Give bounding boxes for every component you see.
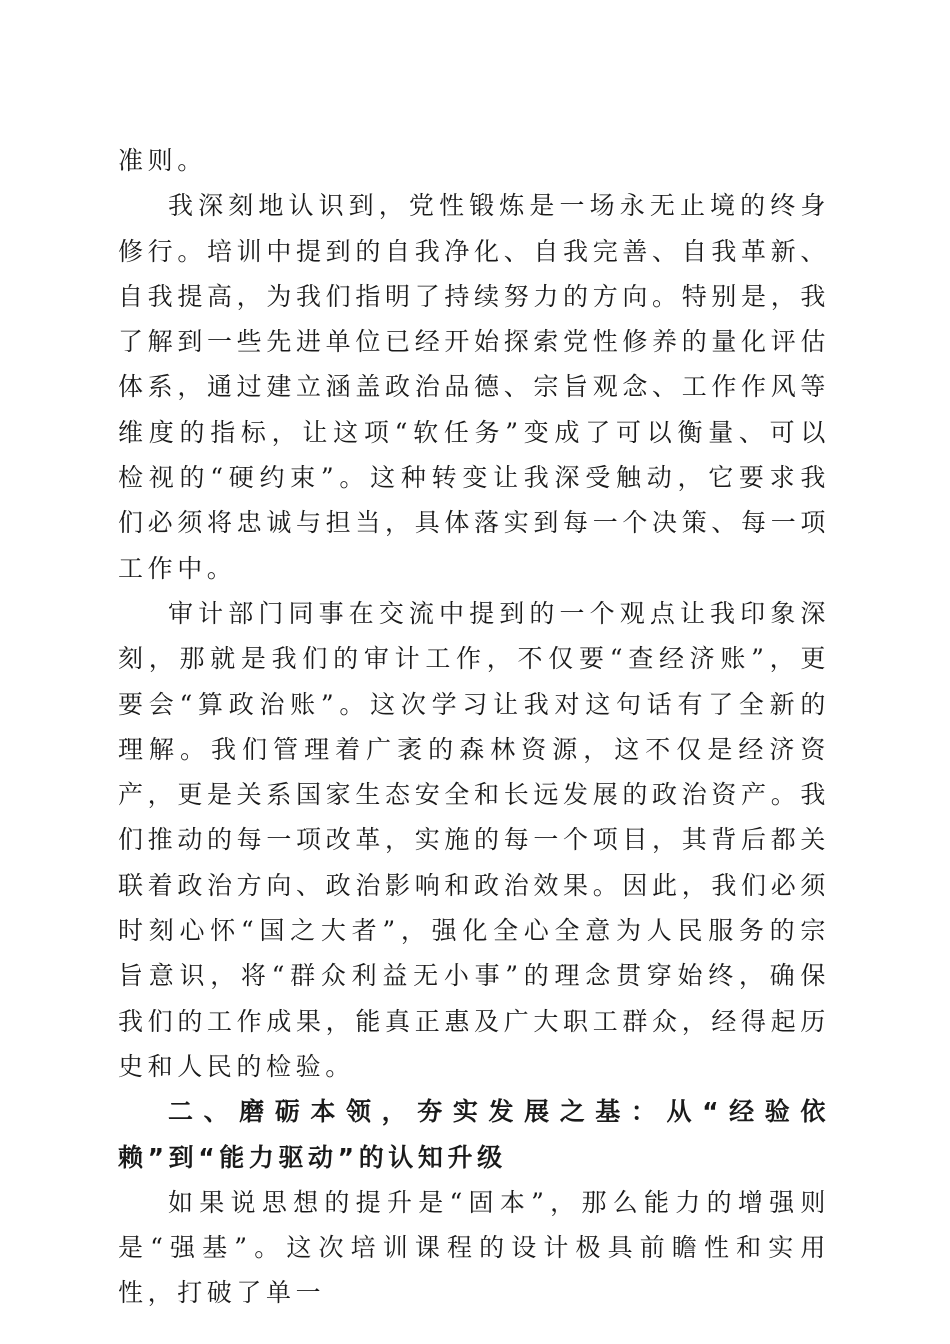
document-page <box>118 138 830 1316</box>
continuation-paragraph: 准则。 <box>118 146 207 175</box>
capability-paragraph: 如果说思想的提升是“固本”，那么能力的增强则是“强基”。这次培训课程的设计极具前瞻性和实用性，打破了单一 <box>118 1187 830 1308</box>
section-heading: 二、磨砺本领，夯实发展之基：从“经验依赖”到“能力驱动”的认知升级 <box>118 1097 830 1172</box>
audit-paragraph: 审计部门同事在交流中提到的一个观点让我印象深刻，那就是我们的审计工作，不仅要“查经济账”，更要会“算政治账”。这次学习让我对这句话有了全新的理解。我们管理着广袤的森林资源，这不仅是经济资产，更是关系国家生态安全和长远发展的政治资产。我们推动的每一项改革，实施的每一个项目，其背后都关联着政治方向、政治影响和政治效果。因此，我们必须时刻心怀“国之大者”，强化全心全意为人民服务的宗旨意识，将“群众利益无小事”的理念贯穿始终，确保我们的工作成果，能真正惠及广大职工群众，经得起历史和人民的检验。 <box>118 598 830 1081</box>
party-spirit-paragraph: 我深刻地认识到，党性锻炼是一场永无止境的终身修行。培训中提到的自我净化、自我完善、自我革新、自我提高，为我们指明了持续努力的方向。特别是，我了解到一些先进单位已经开始探索党性修养的量化评估体系，通过建立涵盖政治品德、宗旨观念、工作作风等维度的指标，让这项“软任务”变成了可以衡量、可以检视的“硬约束”。这种转变让我深受触动，它要求我们必须将忠诚与担当，具体落实到每一个决策、每一项工作中。 <box>118 191 830 583</box>
